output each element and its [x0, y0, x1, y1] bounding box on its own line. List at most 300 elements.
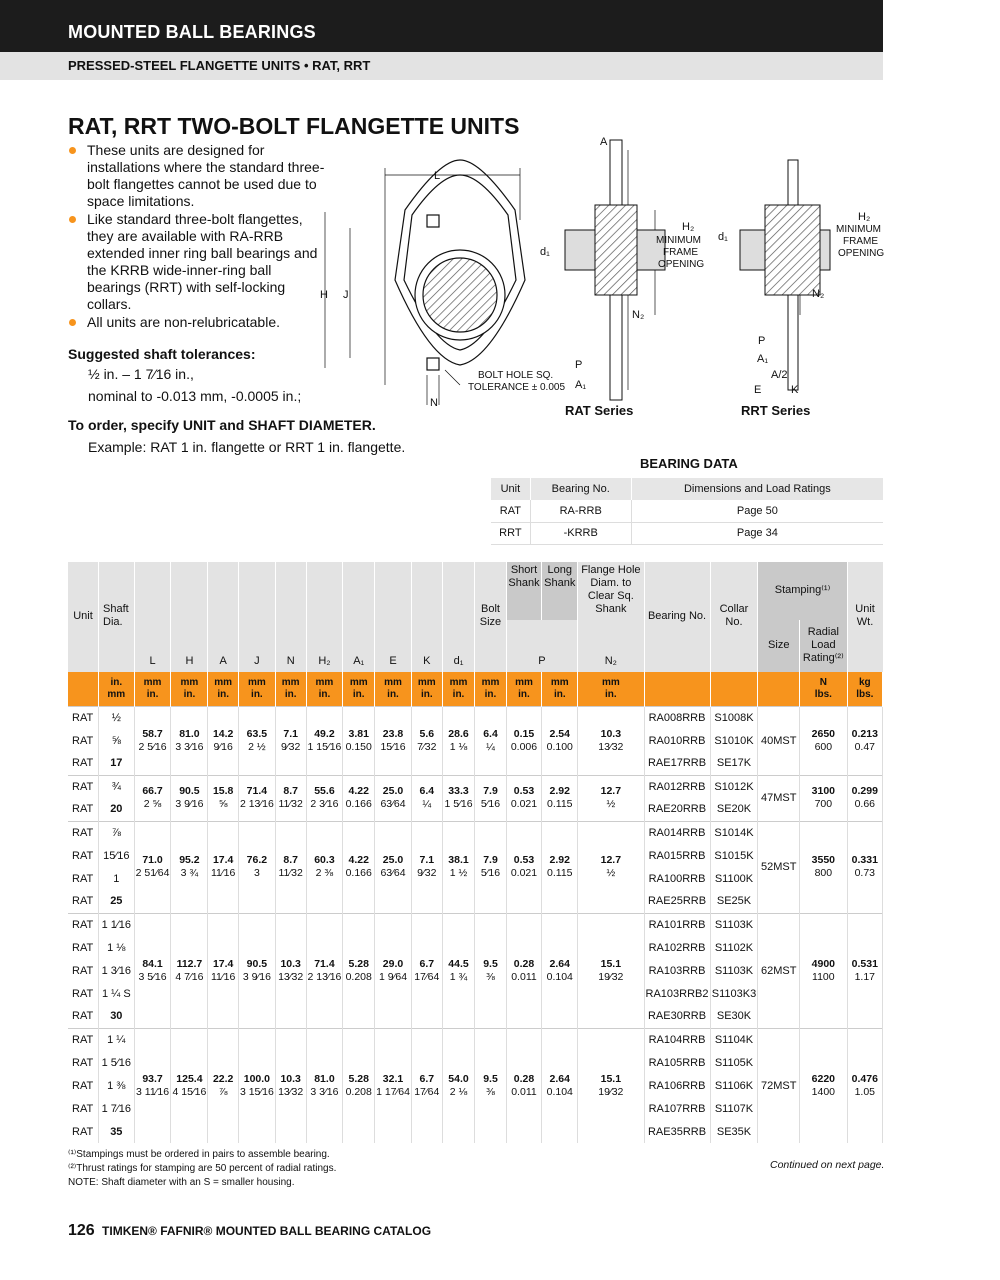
dimension-cell [506, 821, 542, 913]
dimension-cell [578, 1028, 644, 1143]
weight-lbs: 1.17 [854, 970, 876, 983]
value-in: 0.166 [345, 798, 372, 810]
min-frame-label-rrt: MINIMUM [836, 224, 881, 235]
collar-cell: SE25K [710, 890, 758, 913]
value-mm: 10.3 [600, 727, 622, 740]
value-mm: 9.5 [483, 1072, 498, 1085]
value-in: 4 15⁄16 [172, 1085, 207, 1098]
value-in: 3 11⁄16 [136, 1085, 170, 1098]
weight-kg: 0.476 [851, 1072, 878, 1085]
value-in: 63⁄64 [380, 867, 406, 879]
shaft-cell: 1 ⅜ [99, 1074, 135, 1097]
bearing-cell: RA103RRB2 [644, 982, 710, 1005]
bearing-cell: RA014RRB [644, 821, 710, 844]
value-mm: 7.9 [483, 854, 498, 866]
dimension-cell [475, 913, 506, 1028]
value-in: ⅝ [218, 798, 228, 810]
value-mm: 100.0 [243, 1072, 271, 1085]
dimension-cell [238, 1028, 275, 1143]
bearing-data-title: BEARING DATA [640, 456, 738, 471]
value-mm: 15.1 [600, 957, 622, 970]
unit-cell [238, 672, 275, 706]
value-mm: 44.5 [448, 957, 469, 970]
unit-cell [171, 672, 208, 706]
table-row [68, 775, 883, 798]
page-title: RAT, RRT TWO-BOLT FLANGETTE UNITS [68, 113, 520, 139]
rrt-side-view [740, 160, 830, 390]
value-in: 17⁄64 [414, 1085, 440, 1098]
value-mm: 0.28 [513, 957, 535, 970]
unit-label: lbs. [814, 688, 832, 700]
weight-cell [847, 913, 882, 1028]
size-group [68, 913, 883, 1028]
weight-kg: 0.531 [851, 957, 878, 970]
subsection-header: PRESSED-STEEL FLANGETTE UNITS • RAT, RRT [0, 52, 883, 80]
unit-label: in. [420, 688, 433, 700]
collar-cell: S1105K [710, 1051, 758, 1074]
page-footer [68, 1222, 431, 1240]
unit-label: in. [146, 688, 159, 700]
value-in: 4 7⁄16 [175, 970, 204, 983]
value-mm: 112.7 [176, 957, 203, 970]
label-P: P [575, 359, 583, 371]
bearing-cell: RAE17RRB [644, 752, 710, 775]
value-in: 3 5⁄16 [138, 970, 167, 983]
label-H2: H₂ [682, 221, 695, 233]
size-group [68, 706, 883, 775]
dimension-cell [306, 706, 343, 775]
dimension-cell [306, 821, 343, 913]
unit-cell [644, 672, 710, 706]
col-shaft: Shaft Dia. [99, 562, 135, 672]
unit-cell: RAT [68, 959, 99, 982]
value-in: ⅞ [218, 1085, 228, 1098]
dimension-cell [411, 1028, 442, 1143]
value-mm: 8.7 [283, 854, 298, 866]
value-in: 13⁄32 [278, 970, 304, 983]
dimension-cell [442, 821, 475, 913]
weight-lbs: 0.66 [854, 798, 876, 810]
bolt-hole-label: BOLT HOLE SQ. [478, 370, 554, 381]
load-lbs: 1400 [811, 1085, 836, 1098]
col-flange: Flange Hole Diam. to Clear Sq. Shank [578, 562, 644, 620]
value-mm: 55.6 [314, 785, 335, 797]
value-in: 19⁄32 [598, 970, 624, 983]
value-in: 2 5⁄16 [138, 740, 167, 753]
dimension-cell [208, 706, 239, 775]
unit-label: in. [183, 688, 196, 700]
value-in: 0.208 [345, 970, 372, 983]
min-frame-label: MINIMUM [656, 235, 701, 246]
unit-cell [800, 672, 848, 706]
value-mm: 63.5 [246, 727, 268, 740]
value-mm: 28.6 [448, 727, 469, 740]
unit-label: mm [515, 676, 533, 688]
page-number: 126 [68, 1222, 95, 1239]
unit-cell [758, 672, 800, 706]
collar-cell: S1014K [710, 821, 758, 844]
value-mm: 2.64 [549, 957, 570, 970]
col-short: Short Shank [506, 562, 542, 620]
collar-cell: S1103K [710, 959, 758, 982]
tolerance-heading: Suggested shaft tolerances: [68, 346, 256, 362]
value-in: 9⁄32 [417, 867, 437, 879]
stamp-size-cell: 62MST [758, 913, 800, 1028]
unit-label: in. [553, 688, 566, 700]
unit-label: mm [180, 676, 199, 688]
value-mm: 76.2 [246, 854, 268, 866]
dimension-cell [306, 913, 343, 1028]
value-mm: 7.9 [483, 785, 498, 797]
order-heading: To order, specify UNIT and SHAFT DIAMETER. [68, 417, 376, 433]
dimension-cell [306, 1028, 343, 1143]
value-mm: 5.28 [348, 957, 369, 970]
dimension-cell [542, 1028, 578, 1143]
collar-cell: S1100K [710, 867, 758, 890]
value-in: 17⁄64 [414, 970, 440, 983]
collar-cell: S1107K [710, 1097, 758, 1120]
label-N: N [430, 397, 438, 409]
rrt-caption: RRT Series [741, 403, 811, 418]
value-in: 11⁄32 [278, 798, 303, 810]
dimension-cell [343, 706, 375, 775]
dimension-cell [506, 775, 542, 821]
unit-label: in. [284, 688, 297, 700]
dimension-cell [343, 1028, 375, 1143]
weight-kg: 0.331 [851, 854, 878, 866]
dimension-cell [375, 706, 412, 775]
bearing-cell: RA100RRB [644, 867, 710, 890]
bd-header: Dimensions and Load Ratings [631, 478, 883, 500]
shaft-cell: ⅝ [99, 729, 135, 752]
unit-label: in. [110, 676, 123, 688]
shaft-cell: 35 [99, 1120, 135, 1143]
dimension-cell [442, 913, 475, 1028]
unit-cell [542, 672, 578, 706]
col-long: Long Shank [542, 562, 578, 620]
feature-item: Like standard three-bolt flangettes, they are available with RA-RRB extended inner ring ball bearings and the KRRB wide-inner-ring ball bearings (RRT) with self-locking collars. [68, 211, 328, 313]
dimension-cell [375, 821, 412, 913]
unit-label: N [819, 676, 827, 688]
value-in: 0.011 [511, 970, 537, 983]
load-cell [800, 706, 848, 775]
tolerance-label: TOLERANCE ± 0.005 [468, 382, 566, 393]
value-in: 1 ¾ [449, 970, 468, 983]
value-in: 2 51⁄64 [135, 867, 170, 879]
value-in: 5⁄16 [480, 798, 501, 810]
dimension-cell [238, 706, 275, 775]
unit-cell: RAT [68, 821, 99, 844]
unit-cell [475, 672, 506, 706]
dimension-cell [134, 706, 171, 775]
col-H: H [171, 562, 208, 672]
front-view [395, 160, 525, 370]
col-radial: Radial Load Rating⁽²⁾ [800, 620, 848, 672]
weight-lbs: 1.05 [854, 1085, 876, 1098]
value-mm: 8.7 [283, 785, 298, 797]
value-mm: 6.7 [419, 1072, 435, 1085]
label-A1-rrt: A₁ [757, 353, 769, 365]
value-mm: 2.64 [549, 1072, 570, 1085]
label-d1: d₁ [540, 246, 550, 258]
value-mm: 4.22 [348, 854, 369, 866]
col-unit: Unit [68, 562, 99, 672]
unit-label: mm [417, 676, 436, 688]
unit-cell [99, 672, 135, 706]
value-in: ⅜ [486, 1085, 495, 1098]
value-in: ⅜ [486, 970, 495, 983]
value-mm: 23.8 [382, 727, 404, 740]
table-row [68, 913, 883, 936]
dimension-cell [134, 913, 171, 1028]
value-mm: 33.3 [448, 785, 469, 797]
value-mm: 71.4 [246, 785, 268, 797]
value-in: 3 9⁄16 [175, 798, 204, 810]
collar-cell: S1103K3 [710, 982, 758, 1005]
value-mm: 0.53 [513, 854, 535, 866]
bearing-cell: RA010RRB [644, 729, 710, 752]
load-cell [800, 913, 848, 1028]
dimension-cell [442, 1028, 475, 1143]
collar-cell: SE30K [710, 1005, 758, 1028]
shaft-cell: 1 ⅛ [99, 936, 135, 959]
bearing-cell: RA107RRB [644, 1097, 710, 1120]
table-row [68, 1028, 883, 1051]
value-mm: 25.0 [382, 854, 404, 866]
label-A1: A₁ [575, 379, 587, 391]
weight-cell [847, 706, 882, 775]
weight-lbs: 0.47 [854, 740, 876, 753]
unit-cell [442, 672, 475, 706]
unit-label: in. [484, 688, 497, 700]
dimension-cell [542, 706, 578, 775]
collar-cell: S1104K [710, 1028, 758, 1051]
unit-label: in. [387, 688, 399, 700]
value-mm: 0.15 [513, 727, 535, 740]
value-mm: 49.2 [314, 727, 335, 740]
value-in: 0.104 [546, 970, 573, 983]
label-P-rrt: P [758, 335, 766, 347]
dimension-cell [475, 706, 506, 775]
value-in: 11⁄16 [210, 867, 236, 879]
weight-kg: 0.299 [851, 785, 878, 797]
dimension-cell [375, 1028, 412, 1143]
dimension-cell [171, 1028, 208, 1143]
dimension-cell [171, 913, 208, 1028]
dimension-cell [208, 821, 239, 913]
shaft-cell: 1 [99, 867, 135, 890]
dimension-cell [208, 1028, 239, 1143]
value-in: 0.104 [546, 1085, 573, 1098]
dimensions-table [68, 562, 883, 1143]
load-cell [800, 1028, 848, 1143]
stamp-size-cell: 72MST [758, 1028, 800, 1143]
value-in: ¼ [486, 740, 495, 753]
size-group [68, 1028, 883, 1143]
value-mm: 5.6 [419, 727, 435, 740]
label-N2: N₂ [632, 309, 645, 321]
value-in: 2 ⅜ [315, 867, 334, 879]
value-in: 63⁄64 [380, 798, 406, 810]
shaft-cell: 1 7⁄16 [99, 1097, 135, 1120]
bd-cell: RRT [491, 522, 530, 544]
dimension-cell [506, 706, 542, 775]
dimension-cell [578, 775, 644, 821]
label-A2: A/2 [771, 369, 788, 381]
value-mm: 60.3 [314, 854, 335, 866]
value-in: 0.115 [547, 798, 573, 810]
min-frame-label: OPENING [658, 259, 705, 270]
bd-cell: RA-RRB [530, 500, 631, 522]
label-L: L [434, 170, 441, 182]
value-mm: 2.92 [549, 785, 570, 797]
col-weight: Unit Wt. [847, 562, 882, 672]
unit-cell: RAT [68, 1028, 99, 1051]
unit-cell: RAT [68, 752, 99, 775]
value-mm: 15.8 [212, 785, 234, 797]
rat-caption: RAT Series [565, 403, 634, 418]
dimension-cell [542, 913, 578, 1028]
collar-cell: S1015K [710, 844, 758, 867]
weight-cell [847, 1028, 882, 1143]
value-in: 0.208 [345, 1085, 372, 1098]
dimension-cell [506, 913, 542, 1028]
value-in: 11⁄32 [278, 867, 303, 879]
value-in: 9⁄32 [281, 740, 301, 753]
unit-label: mm [449, 676, 468, 688]
value-mm: 25.0 [382, 785, 404, 797]
shaft-cell: 15⁄16 [99, 844, 135, 867]
value-mm: 9.5 [483, 957, 498, 970]
stamp-size-cell: 40MST [758, 706, 800, 775]
value-mm: 90.5 [179, 785, 200, 797]
value-mm: 7.1 [283, 727, 298, 740]
unit-cell: RAT [68, 1051, 99, 1074]
unit-cell: RAT [68, 867, 99, 890]
value-mm: 93.7 [142, 1072, 163, 1085]
value-mm: 71.4 [314, 957, 335, 970]
load-cell [800, 821, 848, 913]
dimension-cell [375, 775, 412, 821]
load-n: 3100 [811, 785, 836, 797]
collar-cell: S1010K [710, 729, 758, 752]
dimension-cell [171, 706, 208, 775]
value-mm: 17.4 [212, 854, 234, 866]
label-H: H [320, 289, 328, 301]
dimension-cell [208, 913, 239, 1028]
value-mm: 17.4 [212, 957, 234, 970]
value-in: 13⁄32 [598, 740, 624, 753]
unit-label: kg [858, 676, 871, 688]
dimension-cell [171, 821, 208, 913]
load-lbs: 800 [814, 867, 833, 879]
dimension-cell [475, 1028, 506, 1143]
dimension-cell [306, 775, 343, 821]
unit-cell: RAT [68, 1074, 99, 1097]
dimension-cell [134, 775, 171, 821]
value-mm: 2.92 [549, 854, 570, 866]
unit-cell: RAT [68, 1097, 99, 1120]
dimension-cell [542, 821, 578, 913]
weight-kg: 0.213 [851, 727, 878, 740]
unit-cell: RAT [68, 798, 99, 821]
value-in: 1 9⁄64 [379, 970, 408, 983]
tolerance-line: nominal to -0.013 mm, -0.0005 in.; [88, 388, 302, 404]
col-L: L [134, 562, 171, 672]
value-mm: 125.4 [176, 1072, 203, 1085]
dimension-cell [578, 821, 644, 913]
unit-cell [578, 672, 644, 706]
label-d1-rrt: d₁ [718, 231, 728, 243]
unit-cell [208, 672, 239, 706]
value-in: 1 15⁄16 [307, 740, 342, 753]
unit-cell [306, 672, 343, 706]
shaft-cell: 25 [99, 890, 135, 913]
unit-label: mm [143, 676, 162, 688]
collar-cell: SE35K [710, 1120, 758, 1143]
unit-label: mm [107, 688, 126, 700]
bearing-cell: RA102RRB [644, 936, 710, 959]
col-H2: H₂ [306, 562, 343, 672]
value-in: 2 13⁄16 [307, 970, 342, 983]
dimension-cell [343, 821, 375, 913]
dimension-cell [578, 706, 644, 775]
col-E: E [375, 562, 412, 672]
bearing-cell: RA101RRB [644, 913, 710, 936]
unit-label: mm [281, 676, 300, 688]
load-lbs: 600 [814, 740, 833, 753]
col-A: A [208, 562, 239, 672]
label-A: A [600, 136, 608, 148]
value-in: 7⁄32 [417, 740, 437, 753]
value-in: 19⁄32 [598, 1085, 624, 1098]
dimension-cell [134, 1028, 171, 1143]
shaft-cell: 17 [99, 752, 135, 775]
dimension-cell [238, 775, 275, 821]
min-frame-label-rrt: OPENING [838, 248, 885, 259]
label-H2-rrt: H₂ [858, 211, 871, 223]
unit-cell: RAT [68, 1005, 99, 1028]
bearing-cell: RA105RRB [644, 1051, 710, 1074]
label-N2-rrt: N₂ [812, 288, 825, 300]
unit-label: in. [318, 688, 331, 700]
dimension-cell [343, 775, 375, 821]
unit-label: mm [601, 676, 620, 688]
value-mm: 54.0 [448, 1072, 469, 1085]
unit-cell: RAT [68, 982, 99, 1005]
dimension-cell [275, 913, 306, 1028]
col-stamping: Stamping⁽¹⁾ [758, 562, 847, 620]
weight-cell [847, 821, 882, 913]
unit-cell: RAT [68, 706, 99, 729]
collar-cell: SE17K [710, 752, 758, 775]
dimension-cell [442, 706, 475, 775]
unit-label: in. [605, 688, 617, 700]
shaft-cell: 1 3⁄16 [99, 959, 135, 982]
bearing-cell: RA015RRB [644, 844, 710, 867]
size-group [68, 821, 883, 913]
dimension-cell [475, 821, 506, 913]
shaft-cell: ⅞ [99, 821, 135, 844]
label-E: E [754, 384, 762, 396]
collar-cell: SE20K [710, 798, 758, 821]
dimension-cell [134, 821, 171, 913]
value-in: 2 3⁄16 [310, 798, 339, 810]
dimension-cell [442, 775, 475, 821]
table-row [68, 821, 883, 844]
unit-label: mm [384, 676, 402, 688]
weight-lbs: 0.73 [854, 867, 876, 879]
